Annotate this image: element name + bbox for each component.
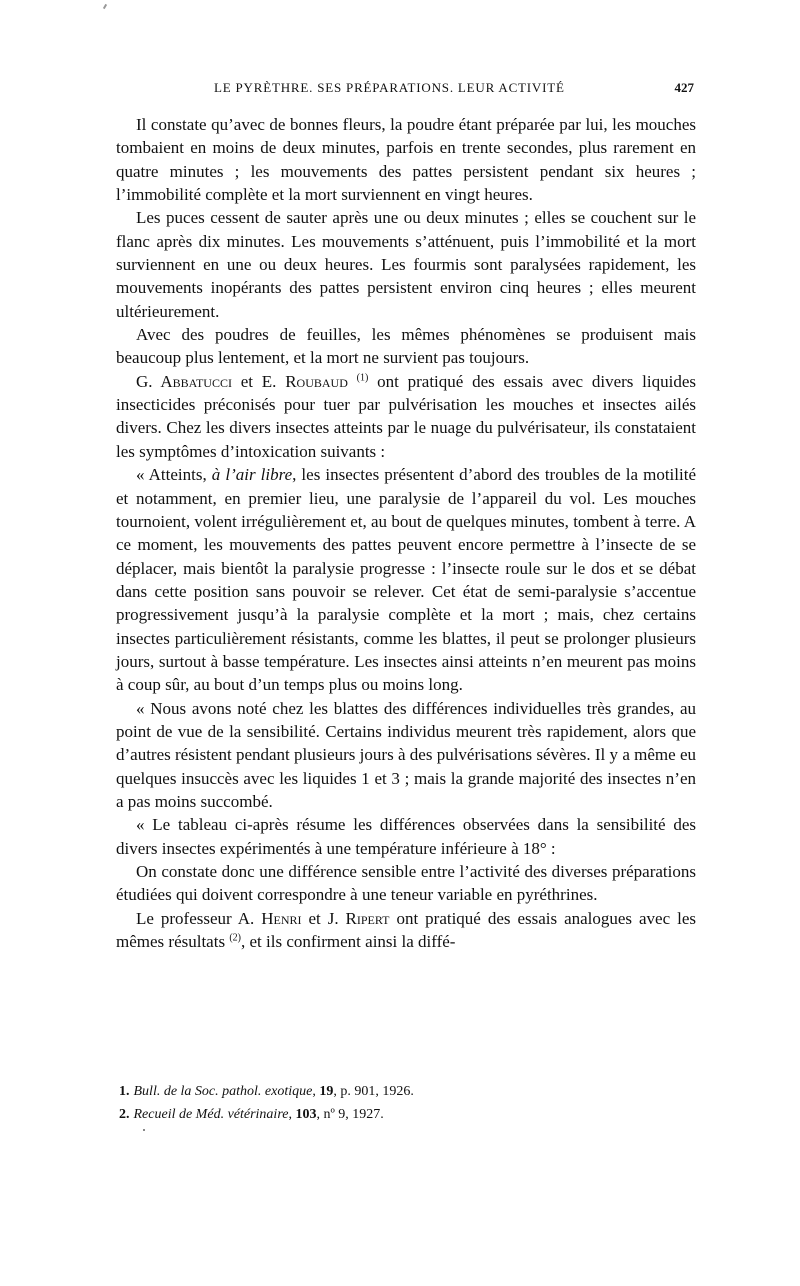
page-number: 427 bbox=[674, 80, 694, 95]
paragraph: « Le tableau ci-après résume les différences observées dans la sensibilité des divers insectes expérimentés à une température inférieure à 18° : bbox=[116, 815, 696, 858]
text-span: Le professeur A. bbox=[136, 908, 262, 928]
journal-title: Recueil de Méd. vétérinaire bbox=[133, 1107, 289, 1122]
footnote bbox=[116, 1103, 696, 1126]
paragraph: « Nous avons noté chez les blattes des différences individuelles très grandes, au point de vue de la sensibilité. Certains individus meurent très rapidement, alors que d’autres résistent pendant plusieurs jours à des pulvérisations sévères. Il y a même eu quelques insuccès avec les liquides 1 et 3 ; mais la grande majorité des insectes n’en a pas moins succombé. bbox=[116, 698, 696, 811]
footnote-ref: (1) bbox=[356, 372, 369, 384]
running-title: LE PYRÈTHRE. SES PRÉPARATIONS. LEUR ACTIVITÉ bbox=[214, 80, 565, 95]
paragraph: On constate donc une différence sensible entre l’activité des diverses préparations étudiées qui doivent correspondre à une teneur variable en pyréthrines. bbox=[116, 862, 696, 905]
text-span: « Atteints, bbox=[136, 465, 212, 485]
text-span: ont pratiqué des essais analogues avec les mêmes résultats bbox=[116, 908, 696, 952]
author-name: G. Abbatucci bbox=[136, 371, 232, 391]
paragraph: Il constate qu’avec de bonnes fleurs, la poudre étant préparée par lui, les mouches tombaient en moins de deux minutes, parfois en trente secondes, plus rarement en quatre minutes ; les mouvements des pattes persistent pendant six heures ; l’immobilité complète et la mort surviennent en vingt heures. bbox=[116, 115, 696, 205]
text-span: et E. bbox=[231, 371, 286, 391]
footnote-number: 2. bbox=[119, 1107, 130, 1122]
scan-speck bbox=[143, 1129, 145, 1131]
paragraph bbox=[116, 907, 696, 954]
paragraph bbox=[116, 463, 696, 696]
text-span: , les insectes présentent d’abord des troubles de la motilité et notamment, en premier lieu, une paralysie de l’appareil du vol. Les mouches tournoient, volent irrégulièrement et, au bout de quelques minutes, tombent à terre. A ce moment, les mouvements des pattes peuvent encore permettre à l’insecte de se déplacer, mais bientôt la paralysie progresse : l’insecte roule sur le dos et se débat dans cette position sans pouvoir se relever. Cet état de semi-paralysie s’accentue progressivement jusqu’à la paralysie complète et la mort ; mais, chez certains insectes particulièrement résistants, comme les blattes, il peut se prolonger plusieurs jours, surtout à basse température. Les insectes ainsi atteints n’en meurent pas moins à coup sûr, au bout d’un temps plus ou moins long. bbox=[116, 465, 696, 695]
volume-number: 19 bbox=[319, 1084, 334, 1099]
footnote-number: 1. bbox=[119, 1084, 130, 1099]
footnotes bbox=[116, 1080, 696, 1126]
paragraph bbox=[116, 370, 696, 463]
footnote bbox=[116, 1080, 696, 1103]
volume-number: 103 bbox=[295, 1107, 317, 1122]
paragraph: Les puces cessent de sauter après une ou deux minutes ; elles se couchent sur le flanc après dix minutes. Les mouvements s’atténuent, puis l’immobilité et la mort surviennent en une ou deux heures. Les fourmis sont paralysées rapidement, les mouvements inopérants des pattes persistent environ cinq heures ; elles meurent ultérieurement. bbox=[116, 208, 696, 321]
page-header bbox=[114, 80, 694, 100]
text-span: , bbox=[288, 1107, 296, 1122]
journal-title: Bull. de la Soc. pathol. exotique bbox=[133, 1084, 313, 1099]
text-span: , et ils confirment ainsi la diffé- bbox=[240, 932, 456, 952]
author-name: Ripert bbox=[345, 908, 390, 928]
italic-phrase: à l’air libre bbox=[211, 465, 293, 485]
text-span: et J. bbox=[301, 908, 346, 928]
text-span: , p. 901, 1926. bbox=[333, 1084, 414, 1099]
author-name: Roubaud bbox=[285, 371, 348, 391]
footnote-ref: (2) bbox=[229, 932, 241, 944]
author-name: Henri bbox=[261, 908, 302, 928]
text-span: , bbox=[312, 1084, 320, 1099]
text-span: , nº 9, 1927. bbox=[316, 1107, 384, 1122]
scan-speck bbox=[103, 4, 107, 9]
text-span: ont pratiqué des essais avec divers liquides insecticides préconisés pour tuer par pulvérisation les mouches et insectes ailés divers. Chez les divers insectes atteints par le nuage du pulvérisateur, ils constataient les symptômes d’intoxication suivants : bbox=[116, 371, 696, 461]
paragraph: Avec des poudres de feuilles, les mêmes phénomènes se produisent mais beaucoup plus lentement, et la mort ne survient pas toujours. bbox=[116, 325, 696, 368]
body-text bbox=[116, 113, 696, 953]
